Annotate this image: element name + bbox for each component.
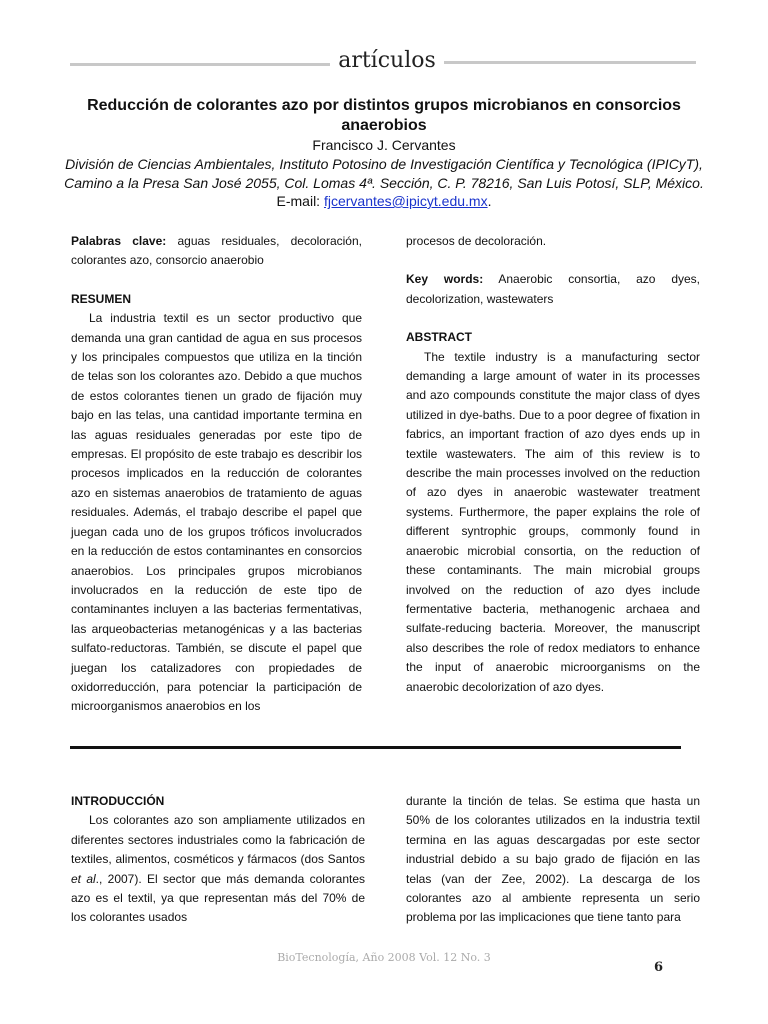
resumen-heading: RESUMEN (71, 291, 132, 306)
header-rule-right (444, 61, 696, 64)
introduccion-text (71, 811, 365, 927)
keywords-en (406, 270, 700, 309)
lower-right-column (406, 792, 700, 928)
email-end: . (487, 193, 492, 209)
keywords-es-label: Palabras clave: (71, 234, 167, 248)
header-rule-left (70, 63, 330, 66)
lower-left-column (71, 792, 365, 928)
keywords-en-label: Key words: (406, 272, 484, 287)
email-link[interactable]: fjcervantes@ipicyt.edu.mx (323, 193, 488, 209)
abstract-heading: ABSTRACT (406, 330, 472, 345)
introduccion-text-b: ., 2007). El sector que más demanda colorantes azo es el textil, ya que representan más del 70% de los colorantes usados (71, 871, 365, 925)
keywords-es (71, 232, 362, 271)
introduccion-heading: INTRODUCCIÓN (71, 794, 165, 808)
abstract-text: The textile industry is a manufacturing sector demanding a large amount of water in its processes and azo compounds constitute the major class of dyes utilized in dye-baths. Due to a poor degree of fixation in fabrics, an important fraction of azo dyes ends up in textile wastewaters. The aim of this review is to describe the main processes involved on the reduction of azo dyes in anaerobic wastewater treatment systems. Furthermore, the paper explains the role of different syntrophic groups, commonly found in anaerobic microbial consortia, on the reduction of these contaminants. The main microbial groups involved on the reduction of azo dyes include fermentative bacteria, methanogenic archaea and sulfate-reducing bacteria. Moreover, the manuscript also describes the role of redox mediators to enhance the input of anaerobic microorganisms on the anaerobic decolorization of azo dyes. (406, 349, 700, 694)
article-title: Reducción de colorantes azo por distintos grupos microbianos en consorcios anaerobios (87, 97, 681, 134)
introduccion-continuation: durante la tinción de telas. Se estima que hasta un 50% de los colorantes utilizados en la industria textil termina en las aguas descargadas por este sector industrial debido a su bajo grado de fijación en las telas (van der Zee, 2002). La descarga de los colorantes azo al ambiente representa un serio problema por las implicaciones que tiene tanto para (406, 794, 700, 925)
article-author: Francisco J. Cervantes (312, 137, 456, 153)
introduccion-text-etal: et al (71, 871, 96, 886)
email-label: E-mail: (276, 193, 324, 209)
keywords-es-text: aguas residuales, decoloración, colorantes azo, consorcio anaerobio (71, 234, 362, 268)
keywords-en-text: Anaerobic consortia, azo dyes, decolorization, wastewaters (406, 272, 701, 306)
affiliation-text: División de Ciencias Ambientales, Instituto Potosino de Investigación Científica y Tecnológica (IPICyT), Camino a la Presa San José 2055, Col. Lomas 4ª. Sección, C. P. 78216, San Luis Potosí, SLP, México. (64, 156, 704, 191)
resumen-text: La industria textil es un sector productivo que demanda una gran cantidad de agua en sus procesos y los principales compuestos que utiliza en la tinción de telas son los colorantes azo. Debido a que muchos de estos colorantes tienen un grado de fijación muy bajo en las telas, una cantidad importante termina en las aguas residuales generadas por este tipo de empresas. El propósito de este trabajo es describir los procesos implicados en la reducción de colorantes azo en sistemas anaerobios de tratamiento de aguas residuales. Además, el trabajo describe el papel que juegan cada uno de los grupos tróficos involucrados en la reducción de estos contaminantes en consorcios anaerobios. Los principales grupos microbianos involucrados en la reducción de este tipo de contaminantes incluyen a las bacterias fermentativas, las arqueobacterias metanogénicas y a las bacterias sulfato-reductoras. También, se discute el papel que juegan los catalizadores con propiedades de oxidorreducción, para potenciar la participación de microorganismos anaerobios en los (71, 311, 362, 714)
page-number: 6 (654, 960, 664, 975)
section-title: artículos (338, 48, 436, 73)
journal-footer: BioTecnología, Año 2008 Vol. 12 No. 3 (277, 951, 491, 964)
introduccion-text-a: Los colorantes azo son ampliamente utilizados en diferentes sectores industriales como la fabricación de textiles, alimentos, cosméticos y fármacos (dos Santos (71, 813, 365, 867)
article-affiliation (58, 155, 710, 211)
section-divider (70, 746, 681, 749)
upper-right-column (406, 232, 700, 697)
keywords-es-continuation: procesos de decoloración. (406, 234, 547, 248)
upper-left-column (71, 232, 362, 717)
